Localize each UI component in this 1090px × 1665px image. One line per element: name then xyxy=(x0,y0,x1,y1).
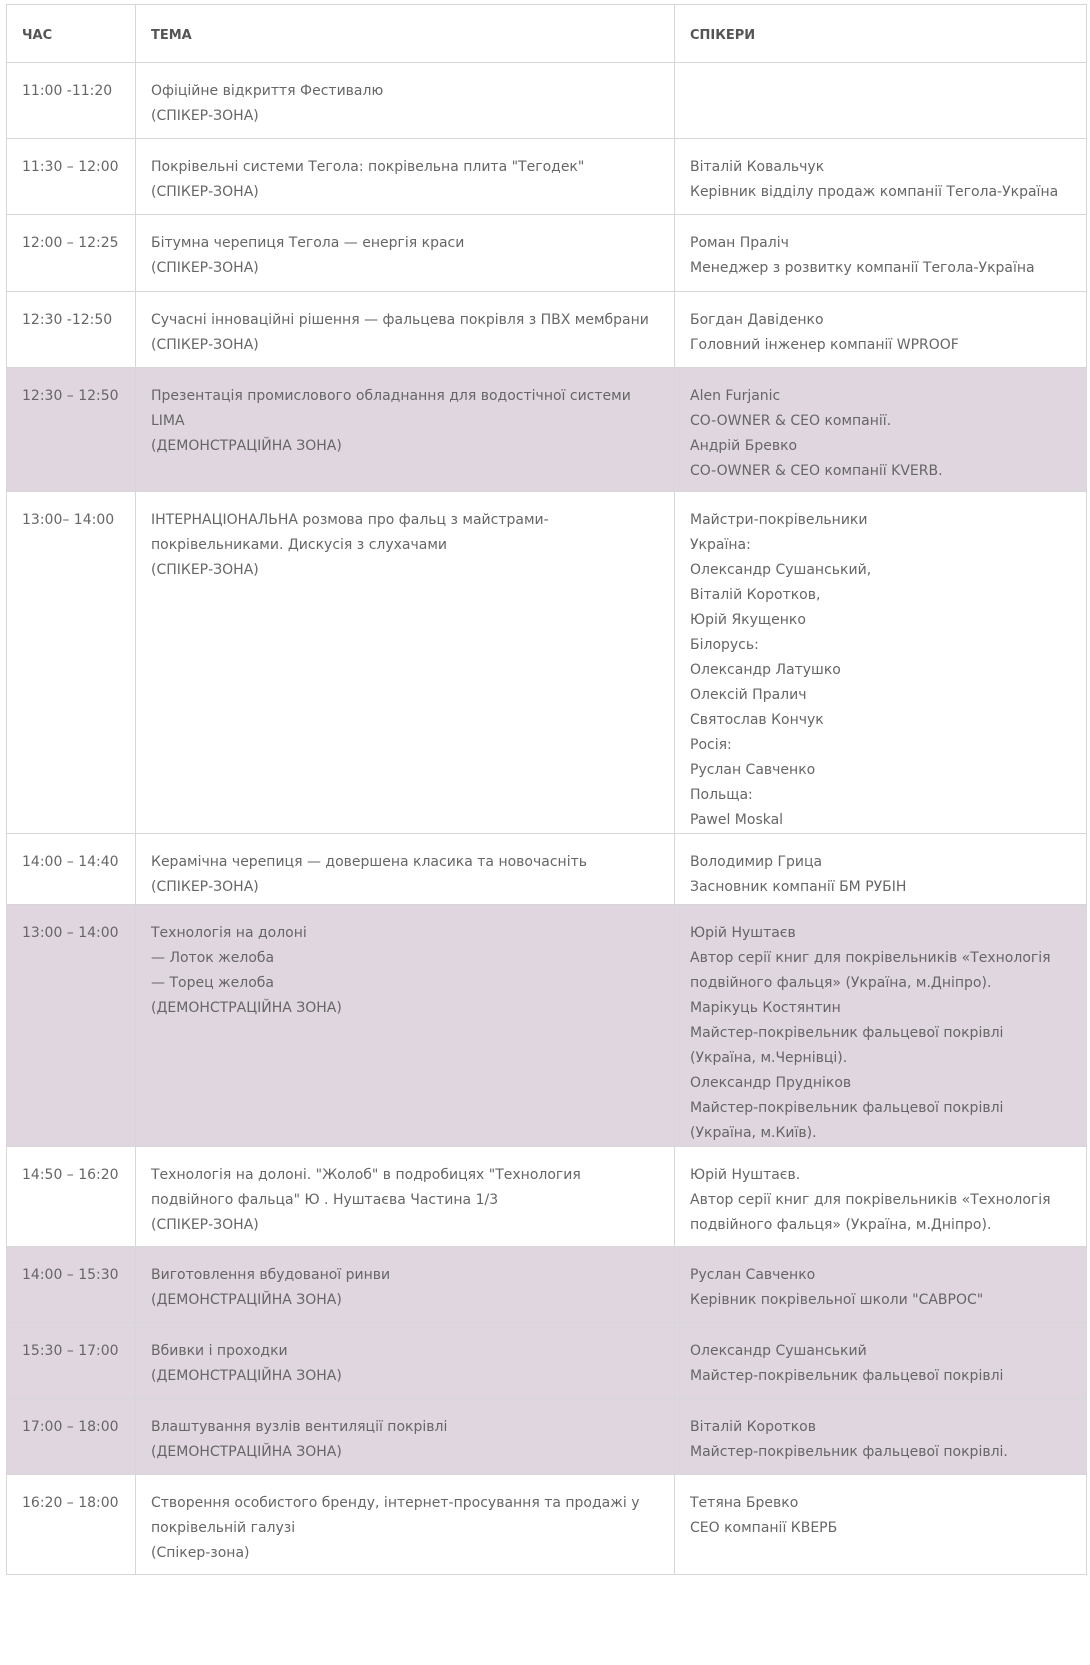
topic-line: Офіційне відкриття Фестивалю xyxy=(151,83,384,99)
table-row xyxy=(7,139,1087,215)
time-text: 15:30 – 17:00 xyxy=(22,1343,119,1359)
table-body xyxy=(7,63,1087,1575)
speakers-cell xyxy=(675,492,1087,834)
speaker-line: Юрій Якущенко xyxy=(690,612,806,628)
time-text: 14:00 – 15:30 xyxy=(22,1267,119,1283)
speaker-line: Юрій Нуштаєв xyxy=(690,925,796,941)
time-cell xyxy=(7,1475,136,1575)
topic-line: (СПІКЕР-ЗОНА) xyxy=(151,879,259,895)
topic-cell xyxy=(136,292,675,368)
speaker-line: Майстер-покрівельник фальцевої покрівлі (Україна, м.Чернівці). xyxy=(690,1025,1004,1066)
time-cell xyxy=(7,1323,136,1399)
speaker-line: Засновник компанії БМ РУБІН xyxy=(690,879,907,895)
speaker-line: Майстри-покрівельники xyxy=(690,512,868,528)
speaker-line: Юрій Нуштаєв. xyxy=(690,1167,801,1183)
topic-line: (СПІКЕР-ЗОНА) xyxy=(151,562,259,578)
topic-cell xyxy=(136,63,675,139)
table-row xyxy=(7,1247,1087,1323)
time-text: 17:00 – 18:00 xyxy=(22,1419,119,1435)
time-text: 14:00 – 14:40 xyxy=(22,854,119,870)
speakers-cell xyxy=(675,63,1087,139)
topic-line: — Торец желоба xyxy=(151,975,274,991)
topic-line: (Спікер-зона) xyxy=(151,1545,250,1561)
topic-line: (ДЕМОНСТРАЦІЙНА ЗОНА) xyxy=(151,1368,342,1384)
speaker-line: Польща: xyxy=(690,787,753,803)
speaker-line: Менеджер з розвитку компанії Тегола-Україна xyxy=(690,260,1035,276)
topic-line: — Лоток желоба xyxy=(151,950,275,966)
topic-line: Керамічна черепиця — довершена класика та новочасніть xyxy=(151,854,587,870)
speakers-cell xyxy=(675,1247,1087,1323)
time-text: 14:50 – 16:20 xyxy=(22,1167,119,1183)
table-row xyxy=(7,905,1087,1147)
speaker-line: Головний інженер компанії WPROOF xyxy=(690,337,959,353)
table-row xyxy=(7,368,1087,492)
speakers-cell xyxy=(675,215,1087,292)
time-text: 12:30 -12:50 xyxy=(22,312,113,328)
topic-cell xyxy=(136,368,675,492)
speaker-line: CO-OWNER & CEO компанії KVERB. xyxy=(690,463,943,479)
time-cell xyxy=(7,834,136,905)
time-cell xyxy=(7,1399,136,1475)
time-text: 12:30 – 12:50 xyxy=(22,388,119,404)
speaker-line: Святослав Кончук xyxy=(690,712,824,728)
topic-line: (ДЕМОНСТРАЦІЙНА ЗОНА) xyxy=(151,1444,342,1460)
topic-line: (ДЕМОНСТРАЦІЙНА ЗОНА) xyxy=(151,1000,342,1016)
topic-cell xyxy=(136,905,675,1147)
topic-line: Технологія на долоні. "Жолоб" в подробицях "Технология подвійного фальца" Ю . Нуштаєва Частина 1/3 xyxy=(151,1167,581,1208)
time-cell xyxy=(7,905,136,1147)
speaker-line: Майстер-покрівельник фальцевої покрівлі xyxy=(690,1368,1004,1384)
speaker-line: Україна: xyxy=(690,537,751,553)
topic-line: Створення особистого бренду, інтернет-просування та продажі у покрівельній галузі xyxy=(151,1495,640,1536)
speaker-line: Керівник відділу продаж компанії Тегола-Україна xyxy=(690,184,1059,200)
speaker-line: Богдан Давіденко xyxy=(690,312,824,328)
table-row xyxy=(7,63,1087,139)
header-row xyxy=(7,5,1087,63)
speaker-line: Віталій Коротков xyxy=(690,1419,816,1435)
time-text: 11:00 -11:20 xyxy=(22,83,113,99)
topic-cell xyxy=(136,834,675,905)
topic-line: Презентація промислового обладнання для водостічної системи LIMA xyxy=(151,388,631,429)
speaker-line: CEO компанії КВЕРБ xyxy=(690,1520,838,1536)
time-cell xyxy=(7,492,136,834)
topic-line: ІНТЕРНАЦІОНАЛЬНА розмова про фальц з майстрами-покрівельниками. Дискусія з слухачами xyxy=(151,512,549,553)
header-time: ЧАС xyxy=(7,5,136,63)
speakers-cell xyxy=(675,1399,1087,1475)
topic-cell xyxy=(136,1147,675,1247)
topic-cell xyxy=(136,492,675,834)
topic-line: (СПІКЕР-ЗОНА) xyxy=(151,260,259,276)
speaker-line: Автор серії книг для покрівельників «Технологія подвійного фальця» (Україна, м.Дніпро). xyxy=(690,1192,1051,1233)
table-row xyxy=(7,492,1087,834)
topic-line: Технологія на долоні xyxy=(151,925,307,941)
speaker-line: Віталій Ковальчук xyxy=(690,159,825,175)
table-row xyxy=(7,292,1087,368)
time-text: 13:00– 14:00 xyxy=(22,512,115,528)
speaker-line: CO-OWNER & CEO компанії. xyxy=(690,413,892,429)
topic-cell xyxy=(136,139,675,215)
topic-line: Виготовлення вбудованої ринви xyxy=(151,1267,391,1283)
speaker-line: Олександр Прудніков xyxy=(690,1075,852,1091)
table-row xyxy=(7,1147,1087,1247)
time-cell xyxy=(7,1147,136,1247)
speaker-line: Олександр Сушанський xyxy=(690,1343,867,1359)
topic-line: Влаштування вузлів вентиляції покрівлі xyxy=(151,1419,448,1435)
time-cell xyxy=(7,368,136,492)
speaker-line: Білорусь: xyxy=(690,637,759,653)
topic-cell xyxy=(136,215,675,292)
topic-line: (ДЕМОНСТРАЦІЙНА ЗОНА) xyxy=(151,438,342,454)
table-header xyxy=(7,5,1087,63)
table-row xyxy=(7,1399,1087,1475)
schedule-table xyxy=(6,4,1087,1575)
speakers-cell xyxy=(675,1475,1087,1575)
time-text: 16:20 – 18:00 xyxy=(22,1495,119,1511)
time-cell xyxy=(7,139,136,215)
topic-line: (СПІКЕР-ЗОНА) xyxy=(151,184,259,200)
topic-cell xyxy=(136,1399,675,1475)
topic-cell xyxy=(136,1247,675,1323)
speakers-cell xyxy=(675,368,1087,492)
speaker-line: Руслан Савченко xyxy=(690,1267,816,1283)
table-row xyxy=(7,1323,1087,1399)
speaker-line: Роман Праліч xyxy=(690,235,789,251)
table-row xyxy=(7,1475,1087,1575)
speakers-cell xyxy=(675,834,1087,905)
speaker-line: Володимир Грица xyxy=(690,854,823,870)
speaker-line: Alen Furjanic xyxy=(690,388,781,404)
header-speakers: СПІКЕРИ xyxy=(675,5,1087,63)
time-cell xyxy=(7,1247,136,1323)
topic-cell xyxy=(136,1323,675,1399)
speakers-cell xyxy=(675,905,1087,1147)
time-text: 13:00 – 14:00 xyxy=(22,925,119,941)
speaker-line: Майстер-покрівельник фальцевої покрівлі (Україна, м.Київ). xyxy=(690,1100,1004,1141)
speakers-cell xyxy=(675,292,1087,368)
time-cell xyxy=(7,292,136,368)
topic-line: Вбивки і проходки xyxy=(151,1343,288,1359)
speaker-line: Олексій Пралич xyxy=(690,687,807,703)
header-topic: ТЕМА xyxy=(136,5,675,63)
speaker-line: Марікуць Костянтин xyxy=(690,1000,841,1016)
table-row xyxy=(7,834,1087,905)
speaker-line: Росія: xyxy=(690,737,732,753)
speaker-line: Андрій Бревко xyxy=(690,438,798,454)
topic-line: (ДЕМОНСТРАЦІЙНА ЗОНА) xyxy=(151,1292,342,1308)
topic-line: Сучасні інноваційні рішення — фальцева покрівля з ПВХ мембрани xyxy=(151,312,649,328)
speaker-line: Олександр Сушанський, xyxy=(690,562,872,578)
topic-line: Бітумна черепиця Тегола — енергія краси xyxy=(151,235,465,251)
speakers-cell xyxy=(675,139,1087,215)
time-text: 12:00 – 12:25 xyxy=(22,235,119,251)
time-cell xyxy=(7,215,136,292)
topic-line: (СПІКЕР-ЗОНА) xyxy=(151,108,259,124)
topic-line: (СПІКЕР-ЗОНА) xyxy=(151,1217,259,1233)
speaker-line: Pawel Moskal xyxy=(690,812,784,828)
speaker-line: Керівник покрівельної школи "САВРОС" xyxy=(690,1292,984,1308)
speakers-cell xyxy=(675,1147,1087,1247)
table-row xyxy=(7,215,1087,292)
topic-line: Покрівельні системи Тегола: покрівельна плита "Тегодек" xyxy=(151,159,585,175)
topic-line: (СПІКЕР-ЗОНА) xyxy=(151,337,259,353)
speakers-cell xyxy=(675,1323,1087,1399)
speaker-line: Тетяна Бревко xyxy=(690,1495,799,1511)
speaker-line: Олександр Латушко xyxy=(690,662,841,678)
time-cell xyxy=(7,63,136,139)
time-text: 11:30 – 12:00 xyxy=(22,159,119,175)
speaker-line: Руслан Савченко xyxy=(690,762,816,778)
topic-cell xyxy=(136,1475,675,1575)
speaker-line: Автор серії книг для покрівельників «Технологія подвійного фальця» (Україна, м.Дніпро). xyxy=(690,950,1051,991)
speaker-line: Майстер-покрівельник фальцевої покрівлі. xyxy=(690,1444,1008,1460)
speaker-line: Віталій Коротков, xyxy=(690,587,821,603)
